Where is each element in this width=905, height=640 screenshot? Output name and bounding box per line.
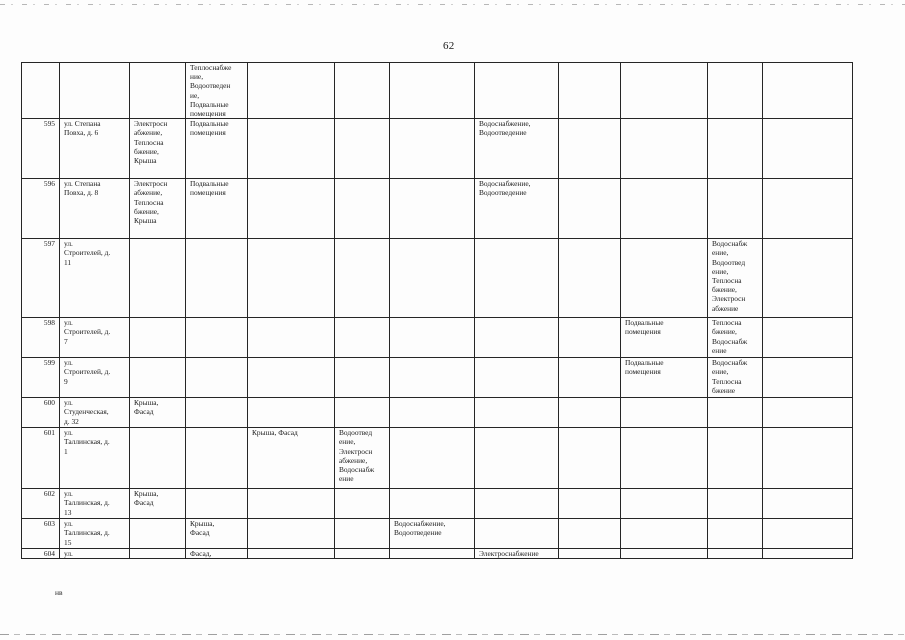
work-type-cell: [559, 119, 621, 179]
row-number-cell: 597: [22, 239, 60, 318]
work-type-cell: [130, 549, 186, 559]
work-type-cell: [248, 549, 335, 559]
work-type-cell: Водоотвед ение, Электросн абжение, Водоснабж ение: [335, 428, 390, 489]
work-type-cell: [763, 398, 853, 428]
work-type-cell: [559, 318, 621, 358]
address-cell: ул. Таллинская, д. 15: [60, 519, 130, 549]
work-type-cell: Крыша, Фасад: [130, 489, 186, 519]
work-type-cell: [186, 489, 248, 519]
work-type-cell: [186, 239, 248, 318]
work-type-cell: Теплосна бжение, Водоснабж ение: [708, 318, 763, 358]
table-row: [22, 489, 853, 519]
address-cell: ул. Таллинская, д. 1: [60, 428, 130, 489]
row-number-cell: 599: [22, 358, 60, 398]
table-row: [22, 239, 853, 318]
row-number-cell: 602: [22, 489, 60, 519]
work-type-cell: [130, 318, 186, 358]
work-type-cell: [130, 428, 186, 489]
work-type-cell: [335, 119, 390, 179]
work-type-cell: [186, 428, 248, 489]
row-number-cell: 598: [22, 318, 60, 358]
work-type-cell: [335, 358, 390, 398]
work-type-cell: [621, 63, 708, 119]
work-type-cell: [559, 179, 621, 239]
work-type-cell: [763, 63, 853, 119]
work-type-cell: Подвальные помещения: [186, 119, 248, 179]
work-type-cell: Водоснабж ение, Водоотвед ение, Теплосна бжение, Электросн абжение: [708, 239, 763, 318]
work-type-cell: [559, 428, 621, 489]
work-type-cell: [559, 358, 621, 398]
work-type-cell: [475, 63, 559, 119]
work-type-cell: [335, 318, 390, 358]
work-type-cell: [621, 549, 708, 559]
work-type-cell: [475, 398, 559, 428]
work-type-cell: [708, 63, 763, 119]
work-type-cell: [763, 489, 853, 519]
row-number-cell: 595: [22, 119, 60, 179]
repair-schedule-table: [21, 62, 853, 559]
work-type-cell: [621, 489, 708, 519]
table-row: [22, 318, 853, 358]
table-row: [22, 179, 853, 239]
row-number-cell: 603: [22, 519, 60, 549]
row-number-cell: 604: [22, 549, 60, 559]
work-type-cell: [763, 318, 853, 358]
work-type-cell: Электроснабжение: [475, 549, 559, 559]
work-type-cell: [559, 549, 621, 559]
work-type-cell: [248, 63, 335, 119]
work-type-cell: [763, 358, 853, 398]
table-row: [22, 119, 853, 179]
scan-edge-top: [0, 4, 905, 5]
work-type-cell: [390, 358, 475, 398]
work-type-cell: [708, 549, 763, 559]
work-type-cell: [390, 428, 475, 489]
work-type-cell: [130, 358, 186, 398]
work-type-cell: Водоснабжение, Водоотведение: [475, 119, 559, 179]
work-type-cell: [559, 489, 621, 519]
work-type-cell: [475, 318, 559, 358]
work-type-cell: [186, 358, 248, 398]
row-number-cell: 601: [22, 428, 60, 489]
row-number-cell: 600: [22, 398, 60, 428]
work-type-cell: [763, 179, 853, 239]
work-type-cell: [559, 398, 621, 428]
work-type-cell: [621, 179, 708, 239]
row-number-cell: 596: [22, 179, 60, 239]
table-row: [22, 519, 853, 549]
work-type-cell: [390, 119, 475, 179]
work-type-cell: [186, 398, 248, 428]
work-type-cell: [248, 179, 335, 239]
address-cell: ул. Строителей, д. 11: [60, 239, 130, 318]
work-type-cell: [559, 63, 621, 119]
work-type-cell: Электросн абжение, Теплосна бжение, Крыша: [130, 119, 186, 179]
work-type-cell: [621, 119, 708, 179]
table-row: [22, 358, 853, 398]
work-type-cell: [390, 318, 475, 358]
work-type-cell: [708, 489, 763, 519]
work-type-cell: [335, 489, 390, 519]
address-cell: ул. Таллинская, д. 13: [60, 489, 130, 519]
address-cell: ул. Строителей, д. 9: [60, 358, 130, 398]
work-type-cell: [708, 179, 763, 239]
work-type-cell: [335, 519, 390, 549]
page-number: 62: [443, 40, 455, 52]
table-body: [22, 63, 853, 559]
work-type-cell: [475, 489, 559, 519]
work-type-cell: [390, 179, 475, 239]
address-cell: ул.: [60, 549, 130, 559]
work-type-cell: [475, 428, 559, 489]
work-type-cell: Водоснабж ение, Теплосна бжение: [708, 358, 763, 398]
work-type-cell: Подвальные помещения: [621, 358, 708, 398]
work-type-cell: Водоснабжение, Водоотведение: [390, 519, 475, 549]
work-type-cell: Крыша, Фасад: [130, 398, 186, 428]
work-type-cell: [248, 318, 335, 358]
table-row: [22, 549, 853, 559]
work-type-cell: [621, 398, 708, 428]
work-type-cell: [763, 428, 853, 489]
work-type-cell: [335, 549, 390, 559]
work-type-cell: Водоснабжение, Водоотведение: [475, 179, 559, 239]
work-type-cell: [559, 519, 621, 549]
work-type-cell: [248, 358, 335, 398]
table-row: [22, 398, 853, 428]
work-type-cell: Фасад,: [186, 549, 248, 559]
work-type-cell: [708, 428, 763, 489]
work-type-cell: [621, 519, 708, 549]
work-type-cell: [248, 398, 335, 428]
work-type-cell: [248, 489, 335, 519]
work-type-cell: [621, 428, 708, 489]
work-type-cell: [708, 119, 763, 179]
work-type-cell: [475, 358, 559, 398]
work-type-cell: [763, 549, 853, 559]
work-type-cell: [621, 239, 708, 318]
address-cell: ул. Степана Повха, д. 6: [60, 119, 130, 179]
scan-edge-bottom: [0, 634, 905, 635]
work-type-cell: [335, 239, 390, 318]
work-type-cell: [708, 398, 763, 428]
work-type-cell: [475, 239, 559, 318]
address-cell: ул. Степана Повха, д. 8: [60, 179, 130, 239]
work-type-cell: [475, 519, 559, 549]
work-type-cell: [130, 519, 186, 549]
work-type-cell: [186, 318, 248, 358]
work-type-cell: Подвальные помещения: [621, 318, 708, 358]
work-type-cell: Крыша, Фасад: [248, 428, 335, 489]
work-type-cell: [248, 519, 335, 549]
work-type-cell: Крыша, Фасад: [186, 519, 248, 549]
work-type-cell: [248, 119, 335, 179]
work-type-cell: Теплоснабже ние, Водоотведен ие, Подвальные помещения: [186, 63, 248, 119]
work-type-cell: [763, 239, 853, 318]
work-type-cell: [390, 549, 475, 559]
work-type-cell: [390, 239, 475, 318]
address-cell: [60, 63, 130, 119]
footer-code: нв: [55, 588, 63, 597]
work-type-cell: [130, 239, 186, 318]
work-type-cell: [390, 489, 475, 519]
table-row: [22, 428, 853, 489]
work-type-cell: [763, 119, 853, 179]
work-type-cell: [335, 398, 390, 428]
work-type-cell: [335, 63, 390, 119]
table-row: [22, 63, 853, 119]
address-cell: ул. Студенческая, д. 32: [60, 398, 130, 428]
work-type-cell: [763, 519, 853, 549]
work-type-cell: [248, 239, 335, 318]
work-type-cell: [559, 239, 621, 318]
row-number-cell: [22, 63, 60, 119]
work-type-cell: [390, 398, 475, 428]
work-type-cell: [390, 63, 475, 119]
work-type-cell: [708, 519, 763, 549]
work-type-cell: [130, 63, 186, 119]
work-type-cell: Электросн абжение, Теплосна бжение, Крыша: [130, 179, 186, 239]
address-cell: ул. Строителей, д. 7: [60, 318, 130, 358]
work-type-cell: Подвальные помещения: [186, 179, 248, 239]
work-type-cell: [335, 179, 390, 239]
